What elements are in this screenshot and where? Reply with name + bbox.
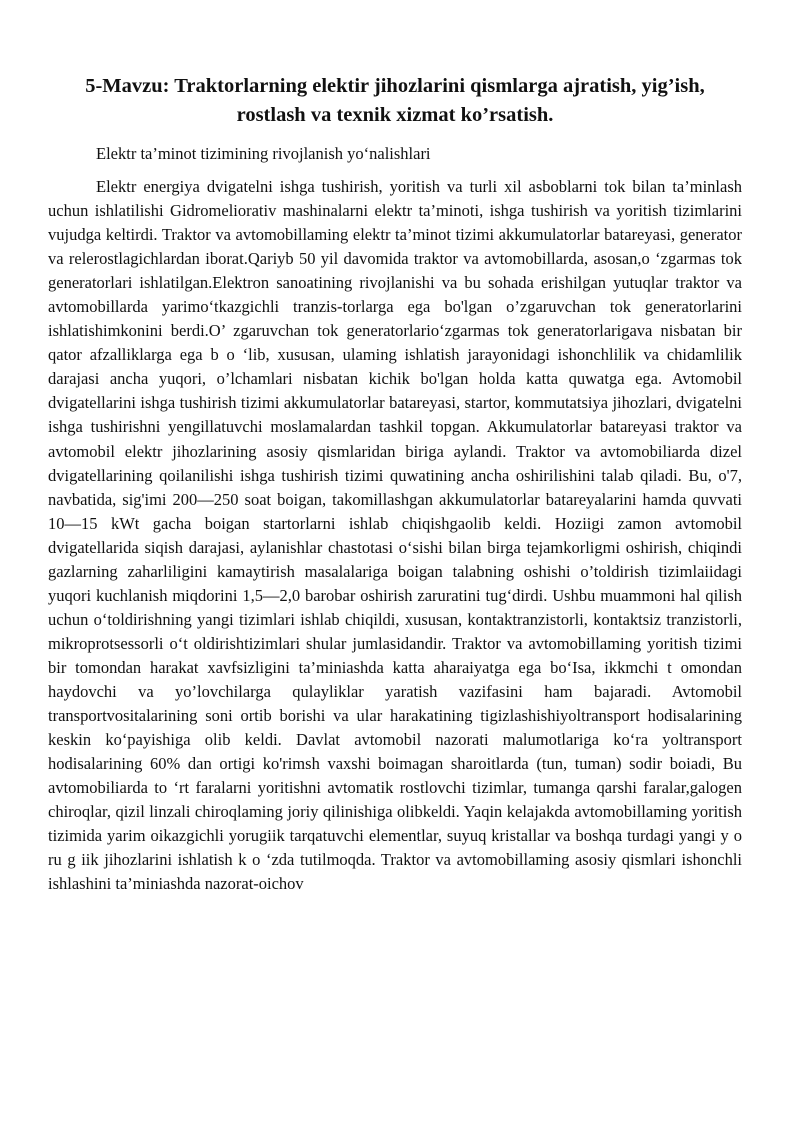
page-title xyxy=(48,72,742,130)
page-title-line-2: rostlash va texnik xizmat ko’rsatish. xyxy=(236,104,554,126)
body-paragraph: Elektr energiya dvigatelni ishga tushirish, yoritish va turli xil asboblarni tok bilan ta’minlash uchun ishlatilishi Gidromeliorativ mashinalarni elektr ta’minoti, ishga tushirish va yoritish tizimlarini vujudga keltirdi. Traktor va avtomobillaming elektr ta’minot tizimi akkumulatorlar batareyasi, generator va relerostlagichlardan iborat.Qariyb 50 yil davomida traktor va avtomobillarda, asosan,o ‘zgarmas tok generatorlari ishlatilgan.Elektron sanoatining rivojlanishi va bu sohada erishilgan yutuqlar traktor va avtomobillarda yarimo‘tkazgichli tranzis-torlarga ega bo'lgan o’zgaruvchan tok generatorlarini ishlatishimkonini berdi.O’ zgaruvchan tok generatorlario‘zgarmas tok generatorlarigava nisbatan bir qator afzalliklarga ega b o ‘lib, xususan, ulaming ishlatish jarayonidagi ishonchlilik va chidamlilik darajasi ancha yuqori, o’lchamlari nisbatan kichik bo'lgan holda katta quwatga ega. Avtomobil dvigatellarini ishga tushirish tizimi akkumulatorlar batareyasi, startor, kommutatsiya jihozlari, dvigatelni ishga tushirishni yengillatuvchi moslamalardan tashkil topgan. Akkumulatorlar batareyasi traktor va avtomobil elektr jihozlarining asosiy qismlaridan biriga aylandi. Traktor va avtomobiliarda dizel dvigatellarining qoilanilishi ishga tushirish tizimi quwatining ancha oshirilishini talab qiladi. Bu, o'7, navbatida, sig'imi 200—250 soat boigan, takomillashgan akkumulatorlar batareyalarini hamda quvvati 10—15 kWt gacha boigan startorlarni ishlab chiqishgaolib keldi. Hoziigi zamon avtomobil dvigatellarida siqish darajasi, aylanishlar chastotasi o‘sishi bilan birga tejamkorligmi oshirish, chiqindi gazlarning zaharliligini kamaytirish masalalariga boigan talabning oshishi o’toldirish tizimlaiidagi yuqori kuchlanish miqdorini 1,5—2,0 barobar oshirish zaruratini tug‘dirdi. Ushbu muammoni hal qilish uchun o‘toldirishning yangi tizimlari ishlab chiqildi, xususan, kontaktranzistorli, kontaktsiz tranzistorli, mikroprotsessorli o‘t oldirishtizimlari shular jumlasidandir. Traktor va avtomobillaming yoritish tizimi bir tomondan harakat xavfsizligini ta’miniashda katta aharaiyatga ega bo‘Isa, ikkmchi t omondan haydovchi va yo’lovchilarga qulayliklar yaratish vazifasini ham bajaradi. Avtomobil transportvositalarining soni ortib borishi va ular harakatining tigizlashishiyoltransport hodisalarining keskin ko‘payishiga olib keldi. Davlat avtomobil nazorati malumotlariga ko‘ra yoltransport hodisalarining 60% dan ortigi ko'rimsh vaxshi boimagan sharoitlarda (tun, tuman) sodir boiadi, Bu avtomobiliarda to ‘rt faralarni yoritishni avtomatik rostlovchi tizimlar, tumanga qarshi faralar,galogen chiroqlar, qizil linzali chiroqlaming joriy qilinishiga olibkeldi. Yaqin kelajakda avtomobillaming yoritish tizimida yarim oikazgichli yorugiik tarqatuvchi elementlar, suyuq kristallar va boshqa turdagi yangi y o ru g iik jihozlarini ishlatish k o ‘zda tutilmoqda. Traktor va avtomobillaming asosiy qismlari ishonchli ishlashini ta’miniashda nazorat-oichov xyxy=(48,177,742,894)
section-subtitle: Elektr ta’minot tizimining rivojlanish yo‘nalishlari xyxy=(96,144,431,163)
page-title-line-1: 5-Mavzu: Traktorlarning elektir jihozlarini qismlarga ajratish, yig’ish, xyxy=(85,75,705,97)
document-page xyxy=(48,72,742,896)
